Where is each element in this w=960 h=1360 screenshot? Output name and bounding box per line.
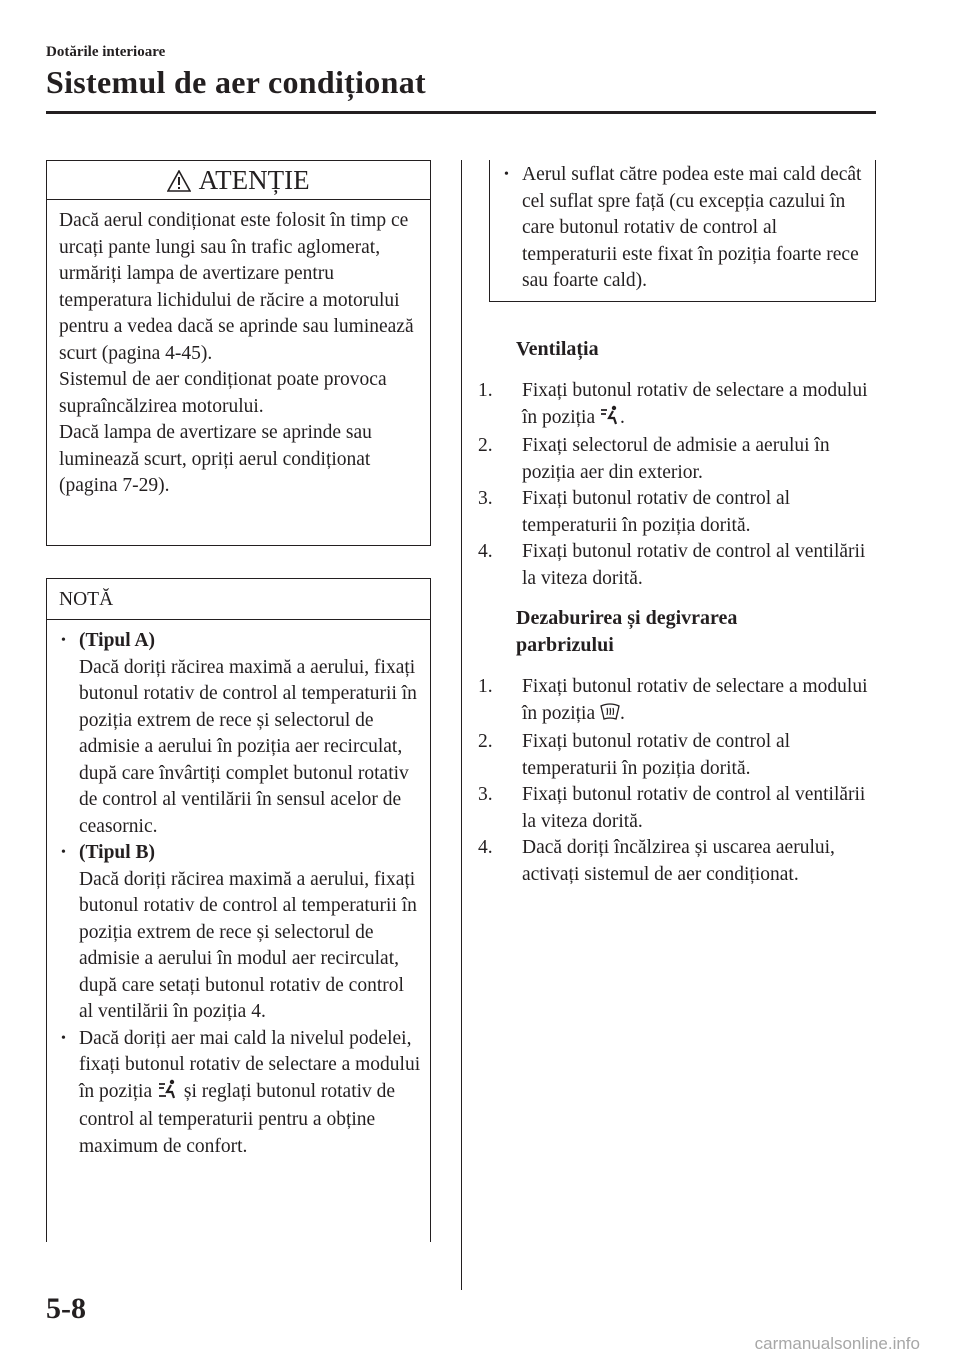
warning-body: [47, 200, 430, 500]
note-bullet: [502, 162, 865, 295]
step-text: Fixați butonul rotativ de selectare a modului în poziția: [522, 380, 868, 428]
face-vent-mode-icon: [600, 405, 620, 434]
bullet-dot: •: [61, 633, 66, 648]
step-text: Fixați butonul rotativ de control al ventilării la viteza dorită.: [522, 541, 866, 589]
note-bullet-text: și reglați butonul rotativ de control al temperaturii pentru a obține maximum de confort.: [79, 1080, 396, 1157]
step-text: .: [619, 702, 625, 724]
step-text: Fixați butonul rotativ de control al temperaturii în poziția dorită.: [522, 731, 791, 779]
step-number: 2.: [478, 731, 493, 752]
bullet-dot: •: [504, 167, 509, 182]
step-text: Fixați butonul rotativ de selectare a modului în poziția: [522, 676, 868, 724]
bullet-dot: •: [61, 845, 66, 860]
header-rule: [46, 111, 876, 114]
defrost-steps: [478, 674, 878, 888]
step-number: 1.: [478, 380, 493, 401]
step-text: Fixați butonul rotativ de control al ventilării la viteza dorită.: [522, 784, 866, 832]
step-text: Fixați selectorul de admisie a aerului în poziția aer din exterior.: [522, 435, 830, 483]
step-text: .: [619, 406, 625, 428]
step-item: [478, 378, 878, 433]
step-text: Dacă doriți încălzirea și uscarea aerului, activați sistemul de aer condiționat.: [522, 837, 835, 885]
warning-triangle-icon: [167, 165, 198, 195]
page-number: 5-8: [46, 1292, 86, 1325]
step-number: 4.: [478, 541, 493, 562]
note-bullet: [59, 1026, 422, 1161]
bi-level-mode-icon: [157, 1079, 179, 1108]
note-bullet-text: Dacă doriți răcirea maximă a aerului, fixați butonul rotativ de control al temperaturii în poziția extrem de rece și selectorul de admisie a aerului în modul aer recirculat, după care setați butonul rotativ de control al ventilării în poziția 4.: [79, 868, 417, 1022]
step-number: 1.: [478, 676, 493, 697]
windshield-defrost-icon: [600, 703, 620, 730]
ventilation-heading: Ventilația: [516, 338, 599, 360]
note-body: [47, 620, 430, 1160]
warning-title: ATENȚIE: [198, 165, 310, 195]
warning-header: [47, 161, 430, 200]
watermark: carmanualsonline.info: [754, 1334, 920, 1353]
note-box: [46, 578, 431, 1242]
step-number: 2.: [478, 435, 493, 456]
note-bullet-label: (Tipul B): [79, 842, 156, 863]
warning-paragraph: Dacă aerul condiționat este folosit în timp ce urcați pante lungi sau în trafic aglomerat, urmăriți lampa de avertizare pentru temperatura lichidului de răcire a motorului pentru a vedea dacă se aprinde sau luminează scurt (pagina 4-45).: [59, 210, 414, 364]
note-bullet-text: Dacă doriți aer mai cald la nivelul podelei, fixați butonul rotativ de selectare a modului în poziția: [79, 1027, 421, 1102]
step-item: [478, 674, 878, 729]
column-divider: [461, 160, 462, 1290]
warning-paragraph: Dacă lampa de avertizare se aprinde sau luminează scurt, opriți aerul condiționat (pagina 7-29).: [59, 422, 372, 496]
step-number: 4.: [478, 837, 493, 858]
note-title: NOTĂ: [47, 579, 430, 620]
section-label: Dotările interioare: [46, 44, 166, 60]
defrost-heading: [516, 605, 737, 659]
step-item: [478, 433, 878, 486]
defrost-heading-line: Dezaburirea și degivrarea: [516, 607, 738, 629]
warning-paragraph: Sistemul de aer condiționat poate provoca supraîncălzirea motorului.: [59, 369, 387, 417]
bullet-dot: •: [61, 1030, 66, 1046]
step-item: [478, 782, 878, 835]
step-item: [478, 729, 878, 782]
note-bullet-text: Aerul suflat către podea este mai cald decât cel suflat spre față (cu excepția cazului în care butonul rotativ de control al temperaturii este fixat în poziția foarte rece sau foarte cald).: [522, 164, 862, 291]
note-bullet: [59, 840, 422, 1026]
defrost-heading-line: parbrizului: [516, 634, 614, 656]
step-number: 3.: [478, 488, 493, 509]
warning-box: [46, 160, 431, 546]
ventilation-steps: [478, 378, 878, 592]
page-title: Sistemul de aer condiționat: [46, 64, 426, 100]
note-bullet-text: Dacă doriți răcirea maximă a aerului, fixați butonul rotativ de control al temperaturii în poziția extrem de rece și selectorul de admisie a aerului în poziția aer recirculat, după care învârtiți complet butonul rotativ de control al ventilării în sensul acelor de ceasornic.: [79, 656, 417, 837]
step-number: 3.: [478, 784, 493, 805]
note-bullet: [59, 628, 422, 840]
note-continuation-box: [489, 160, 876, 302]
step-item: [478, 486, 878, 539]
note-bullet-label: (Tipul A): [79, 630, 156, 651]
step-text: Fixați butonul rotativ de control al temperaturii în poziția dorită.: [522, 488, 791, 536]
step-item: [478, 539, 878, 592]
step-item: [478, 835, 878, 888]
